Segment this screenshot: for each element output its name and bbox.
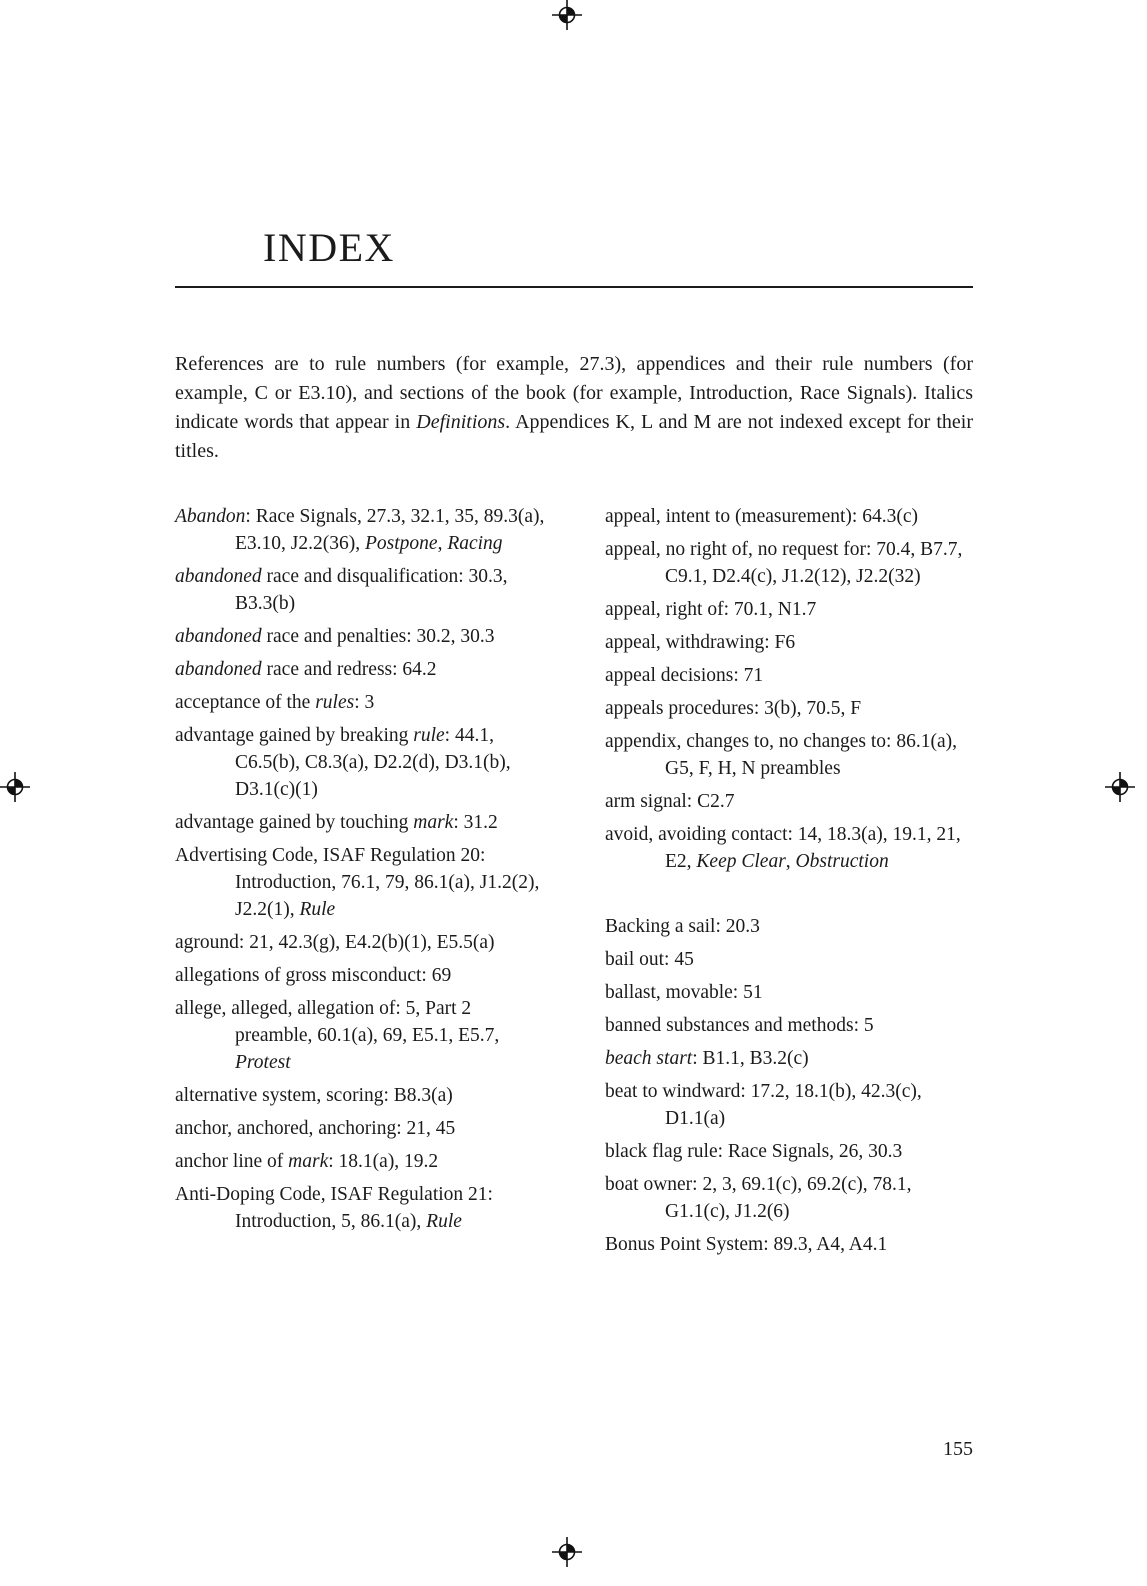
entry-text: Backing a sail: 20.3 xyxy=(605,916,760,937)
entry-text: banned substances and methods: 5 xyxy=(605,1015,874,1036)
index-entry xyxy=(175,1115,550,1142)
index-entry xyxy=(175,842,550,923)
italic-term: Definitions xyxy=(416,411,506,433)
index-entry xyxy=(175,1148,550,1175)
entry-text: , xyxy=(785,851,796,872)
italic-term: Rule xyxy=(299,899,336,920)
index-entry xyxy=(175,809,550,836)
index-entry xyxy=(605,536,973,590)
entry-text: : 31.2 xyxy=(453,812,498,833)
italic-term: Abandon xyxy=(175,506,246,527)
italic-term: rules xyxy=(315,692,355,713)
italic-term: Rule xyxy=(426,1211,462,1232)
index-entry xyxy=(175,722,550,803)
registration-mark-left-icon xyxy=(0,772,30,802)
section-gap xyxy=(605,881,973,913)
entry-text: boat owner: 2, 3, 69.1(c), 69.2(c), 78.1, G1.1(c), J1.2(6) xyxy=(605,1174,912,1222)
index-entry xyxy=(605,821,973,875)
index-entry xyxy=(605,1045,973,1072)
entry-text: bail out: 45 xyxy=(605,949,694,970)
italic-term: Racing xyxy=(447,533,503,554)
intro-paragraph xyxy=(175,350,973,466)
entry-text: race and redress: 64.2 xyxy=(261,659,437,680)
entry-text: race and disqualification: 30.3, B3.3(b) xyxy=(235,566,508,614)
entry-text: appeal, no right of, no request for: 70.4, B7.7, C9.1, D2.4(c), J1.2(12), J2.2(32) xyxy=(605,539,963,587)
italic-term: Obstruction xyxy=(795,851,889,872)
index-entry xyxy=(605,596,973,623)
entry-text: : 44.1, C6.5(b), C8.3(a), D2.2(d), D3.1(b), D3.1(c)(1) xyxy=(235,725,511,800)
entry-text: aground: 21, 42.3(g), E4.2(b)(1), E5.5(a) xyxy=(175,932,495,953)
entry-text: Anti-Doping Code, ISAF Regulation 21: Introduction, 5, 86.1(a), xyxy=(175,1184,493,1232)
entry-text: appeal decisions: 71 xyxy=(605,665,764,686)
italic-term: beach start xyxy=(605,1048,693,1069)
entry-text: appendix, changes to, no changes to: 86.1(a), G5, F, H, N preambles xyxy=(605,731,957,779)
entry-text: : B1.1, B3.2(c) xyxy=(692,1048,809,1069)
entry-text: : 18.1(a), 19.2 xyxy=(328,1151,439,1172)
page-number: 155 xyxy=(943,1438,973,1460)
index-entry xyxy=(175,1181,550,1235)
index-entry xyxy=(605,979,973,1006)
index-entry xyxy=(175,563,550,617)
entry-text: . Appendices K, L and M are not indexed except for their titles. xyxy=(175,411,973,462)
index-entry xyxy=(175,995,550,1076)
index-entry xyxy=(175,503,550,557)
index-entry xyxy=(605,1012,973,1039)
entry-text: acceptance of the xyxy=(175,692,316,713)
italic-term: Keep Clear xyxy=(696,851,786,872)
registration-mark-right-icon xyxy=(1105,772,1135,802)
entry-text: ballast, movable: 51 xyxy=(605,982,763,1003)
entry-text: anchor, anchored, anchoring: 21, 45 xyxy=(175,1118,456,1139)
index-entry xyxy=(605,788,973,815)
index-entry xyxy=(175,623,550,650)
entry-text: appeal, right of: 70.1, N1.7 xyxy=(605,599,817,620)
entry-text: black flag rule: Race Signals, 26, 30.3 xyxy=(605,1141,903,1162)
entry-text: allegations of gross misconduct: 69 xyxy=(175,965,452,986)
entry-text: appeal, withdrawing: F6 xyxy=(605,632,796,653)
entry-text: References are to rule numbers (for example, 27.3), appendices and their rule numbers (for example, C or E3.10), and sections of the book (for example, Introduction, Race Signals). Italics indicate words that appear in xyxy=(175,353,973,433)
index-entry xyxy=(605,946,973,973)
entry-text: arm signal: C2.7 xyxy=(605,791,735,812)
entry-text: race and penalties: 30.2, 30.3 xyxy=(261,626,495,647)
entry-text: advantage gained by breaking xyxy=(175,725,414,746)
entry-text: anchor line of xyxy=(175,1151,289,1172)
index-entry xyxy=(605,913,973,940)
registration-mark-bottom-icon xyxy=(552,1537,582,1567)
index-entry xyxy=(605,1078,973,1132)
index-entry xyxy=(175,689,550,716)
entry-text: : 3 xyxy=(354,692,375,713)
index-entry xyxy=(605,629,973,656)
index-entry xyxy=(605,662,973,689)
index-entry xyxy=(605,695,973,722)
page-title: INDEX xyxy=(263,225,395,270)
title-block xyxy=(175,226,973,288)
index-entry xyxy=(175,962,550,989)
index-entry xyxy=(175,656,550,683)
italic-term: mark xyxy=(413,812,454,833)
entry-text: avoid, avoiding contact: 14, 18.3(a), 19.1, 21, E2, xyxy=(605,824,961,872)
index-entry xyxy=(605,1138,973,1165)
entry-text: Advertising Code, ISAF Regulation 20: Introduction, 76.1, 79, 86.1(a), J1.2(2), J2.2(1), xyxy=(175,845,540,920)
entry-text: advantage gained by touching xyxy=(175,812,414,833)
entry-text: allege, alleged, allegation of: 5, Part 2 preamble, 60.1(a), 69, E5.1, E5.7, xyxy=(175,998,500,1046)
entry-text: appeal, intent to (measurement): 64.3(c) xyxy=(605,506,918,527)
index-entry xyxy=(175,1082,550,1109)
italic-term: mark xyxy=(288,1151,329,1172)
registration-mark-top-icon xyxy=(552,0,582,30)
italic-term: abandoned xyxy=(175,659,262,680)
index-column-left xyxy=(175,503,550,1264)
index-entry xyxy=(175,929,550,956)
entry-text: , xyxy=(437,533,448,554)
index-entry xyxy=(605,728,973,782)
index-entry xyxy=(605,1171,973,1225)
index-entry xyxy=(605,1231,973,1258)
italic-term: abandoned xyxy=(175,566,262,587)
entry-text: : Race Signals, 27.3, 32.1, 35, 89.3(a), E3.10, J2.2(36), xyxy=(235,506,545,554)
entry-text: alternative system, scoring: B8.3(a) xyxy=(175,1085,453,1106)
entry-text: beat to windward: 17.2, 18.1(b), 42.3(c), D1.1(a) xyxy=(605,1081,922,1129)
italic-term: abandoned xyxy=(175,626,262,647)
italic-term: Protest xyxy=(235,1052,291,1073)
index-column-right xyxy=(605,503,973,1264)
index-columns xyxy=(175,503,973,1264)
italic-term: Postpone xyxy=(365,533,438,554)
entry-text: appeals procedures: 3(b), 70.5, F xyxy=(605,698,862,719)
index-entry xyxy=(605,503,973,530)
entry-text: Bonus Point System: 89.3, A4, A4.1 xyxy=(605,1234,888,1255)
italic-term: rule xyxy=(413,725,445,746)
